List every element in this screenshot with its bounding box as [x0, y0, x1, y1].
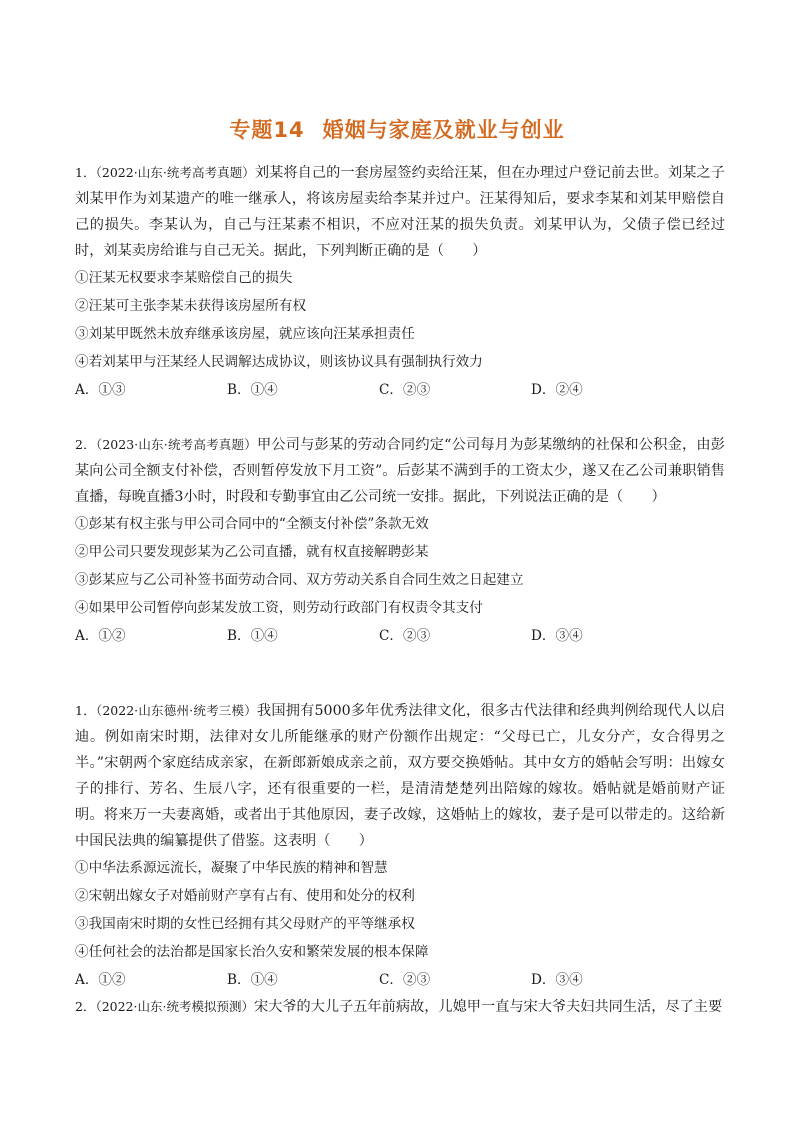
statement: ③彭某应与乙公司补签书面劳动合同、双方劳动关系自合同生效之日起建立: [75, 572, 524, 588]
answer-options: [75, 622, 725, 650]
title-text: 婚姻与家庭及就业与创业: [322, 118, 565, 142]
question-text: 宋大爷的大儿子五年前病故，儿媳甲一直与宋大爷夫妇共同生活，尽了主要: [253, 999, 723, 1015]
question-stem: [75, 432, 725, 510]
statement: ①中华法系源远流长，凝聚了中华民族的精神和智慧: [75, 860, 388, 876]
question-stem: [75, 994, 725, 1020]
question-stem: [75, 160, 725, 264]
statement: ④如果甲公司暂停向彭某发放工资，则劳动行政部门有权责令其支付: [75, 600, 483, 616]
statement: ②甲公司只要发现彭某为乙公司直播，就有权直接解聘彭某: [75, 544, 429, 560]
question-source: 1．（2022·山东德州·统考三模）: [75, 703, 257, 718]
question-source: 1．（2022·山东·统考高考真题）: [75, 165, 255, 180]
question-text: 我国拥有5000多年优秀法律文化，很多古代法律和经典判例给现代人以启迪。例如南宋时期，法律对女儿所能继承的财产份额作出规定：“父母已亡，儿女分产，女合得男之半。”宋朝两个家庭结成亲家，在新郎新娘成亲之前，双方要交换婚帖。其中女方的婚帖会写明：出嫁女子的排行、芳名、生辰八字，还有很重要的一栏，是清清楚楚列出陪嫁的嫁妆。婚帖就是婚前财产证明。将来万一夫妻离婚，或者出于其他原因，妻子改嫁，这婚帖上的嫁妆，妻子是可以带走的。这给新中国民法典的编纂提供了借鉴。这表明（ ）: [75, 703, 725, 849]
statement: ③我国南宋时期的女性已经拥有其父母财产的平等继承权: [75, 916, 415, 932]
option-c[interactable]: C．②③: [379, 628, 431, 644]
option-a[interactable]: A．①②: [75, 972, 126, 988]
option-d[interactable]: D．③④: [531, 972, 583, 988]
question-block: [75, 994, 725, 1020]
option-d[interactable]: D．③④: [531, 628, 583, 644]
question-text: 刘某将自己的一套房屋签约卖给汪某，但在办理过户登记前去世。刘某之子刘某甲作为刘某遗产的唯一继承人，将该房屋卖给李某并过户。汪某得知后，要求李某和刘某甲赔偿自己的损失。李某认为，自己与汪某素不相识，不应对汪某的损失负责。刘某甲认为，父债子偿已经过时，刘某卖房给谁与自己无关。据此，下列判断正确的是（ ）: [75, 165, 725, 259]
title-number: 专题14: [229, 118, 305, 142]
statement: ②汪某可主张李某未获得该房屋所有权: [75, 298, 307, 314]
option-b[interactable]: B．①④: [227, 972, 278, 988]
statement: ③刘某甲既然未放弃继承该房屋，就应该向汪某承担责任: [75, 326, 415, 342]
question-stem: [75, 698, 725, 854]
statement: ②宋朝出嫁女子对婚前财产享有占有、使用和处分的权利: [75, 888, 415, 904]
statement: ①彭某有权主张与甲公司合同中的“全额支付补偿”条款无效: [75, 516, 429, 532]
question-source: 2．（2022·山东·统考模拟预测）: [75, 999, 254, 1014]
option-a[interactable]: A．①②: [75, 628, 126, 644]
option-d[interactable]: D．②④: [531, 382, 583, 398]
option-b[interactable]: B．①④: [227, 382, 278, 398]
question-block: [75, 160, 725, 404]
statement: ①汪某无权要求李某赔偿自己的损失: [75, 270, 293, 286]
question-source: 2．（2023·山东·统考高考真题）: [75, 437, 257, 452]
answer-options: [75, 966, 725, 994]
question-text: 甲公司与彭某的劳动合同约定“公司每月为彭某缴纳的社保和公积金，由彭某向公司全额支付补偿，否则暂停发放下月工资”。后彭某不满到手的工资太少，遂又在乙公司兼职销售直播，每晚直播3小时，时段和专勤事宜由乙公司统一安排。据此，下列说法正确的是（ ）: [75, 437, 725, 505]
statement: ④若刘某甲与汪某经人民调解达成协议，则该协议具有强制执行效力: [75, 354, 483, 370]
question-block: [75, 432, 725, 650]
page-title: [0, 114, 794, 144]
statement: ④任何社会的法治都是国家长治久安和繁荣发展的根本保障: [75, 944, 429, 960]
option-b[interactable]: B．①④: [227, 628, 278, 644]
option-c[interactable]: C．②③: [379, 382, 431, 398]
question-block: [75, 698, 725, 994]
answer-options: [75, 376, 725, 404]
option-a[interactable]: A．①③: [75, 382, 126, 398]
option-c[interactable]: C．②③: [379, 972, 431, 988]
